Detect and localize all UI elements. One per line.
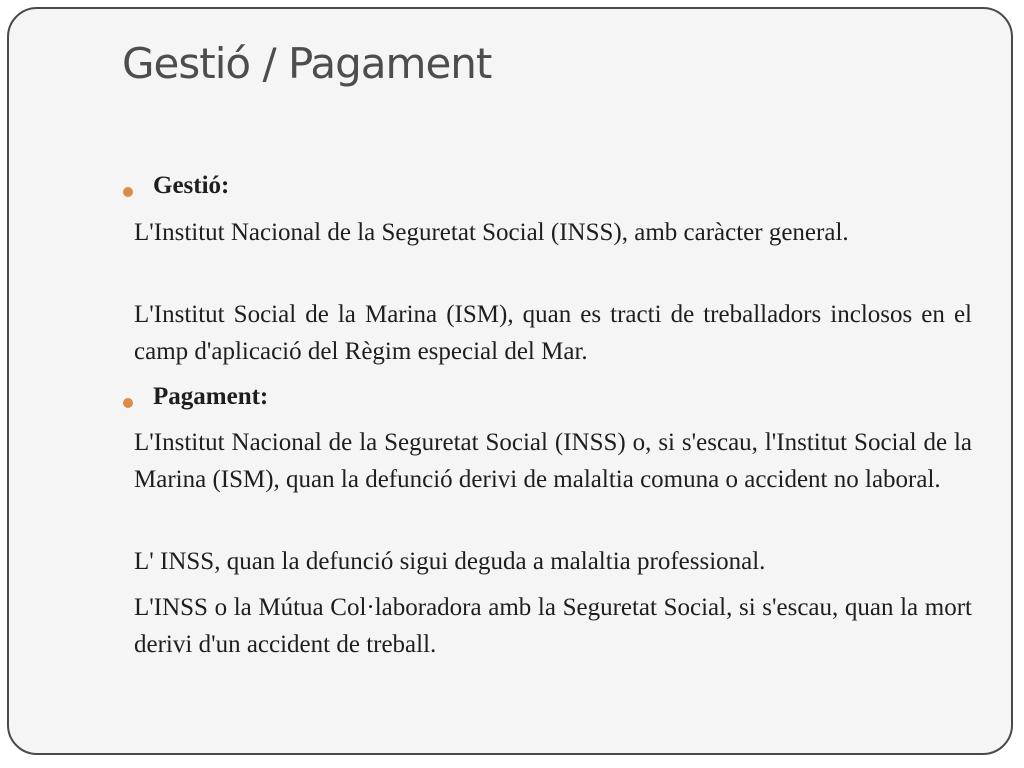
bullet-dot-icon: [123, 398, 133, 408]
pagament-paragraph-3: L'INSS o la Mútua Col·laboradora amb la Seguretat Social, si s'escau, quan la mort derivi d'un accident de treball.: [134, 594, 972, 658]
section-heading-pagament: Pagament:: [153, 383, 269, 410]
slide-frame: [7, 7, 1013, 755]
slide-title: Gestió / Pagament: [122, 39, 492, 88]
gestio-paragraph-2: L'Institut Social de la Marina (ISM), quan es tracti de treballadors inclosos en el camp d'aplicació del Règim especial del Mar.: [134, 301, 972, 365]
pagament-paragraph-2: L' INSS, quan la defunció sigui deguda a malaltia professional.: [134, 548, 766, 575]
gestio-paragraph-1: L'Institut Nacional de la Seguretat Social (INSS), amb caràcter general.: [134, 219, 849, 246]
section-heading-gestio: Gestió:: [153, 172, 230, 199]
bullet-dot-icon: [123, 187, 133, 197]
slide-body: [9, 9, 1011, 753]
pagament-paragraph-1: L'Institut Nacional de la Seguretat Social (INSS) o, si s'escau, l'Institut Social de la Marina (ISM), quan la defunció derivi de malaltia comuna o accident no laboral.: [134, 429, 972, 493]
